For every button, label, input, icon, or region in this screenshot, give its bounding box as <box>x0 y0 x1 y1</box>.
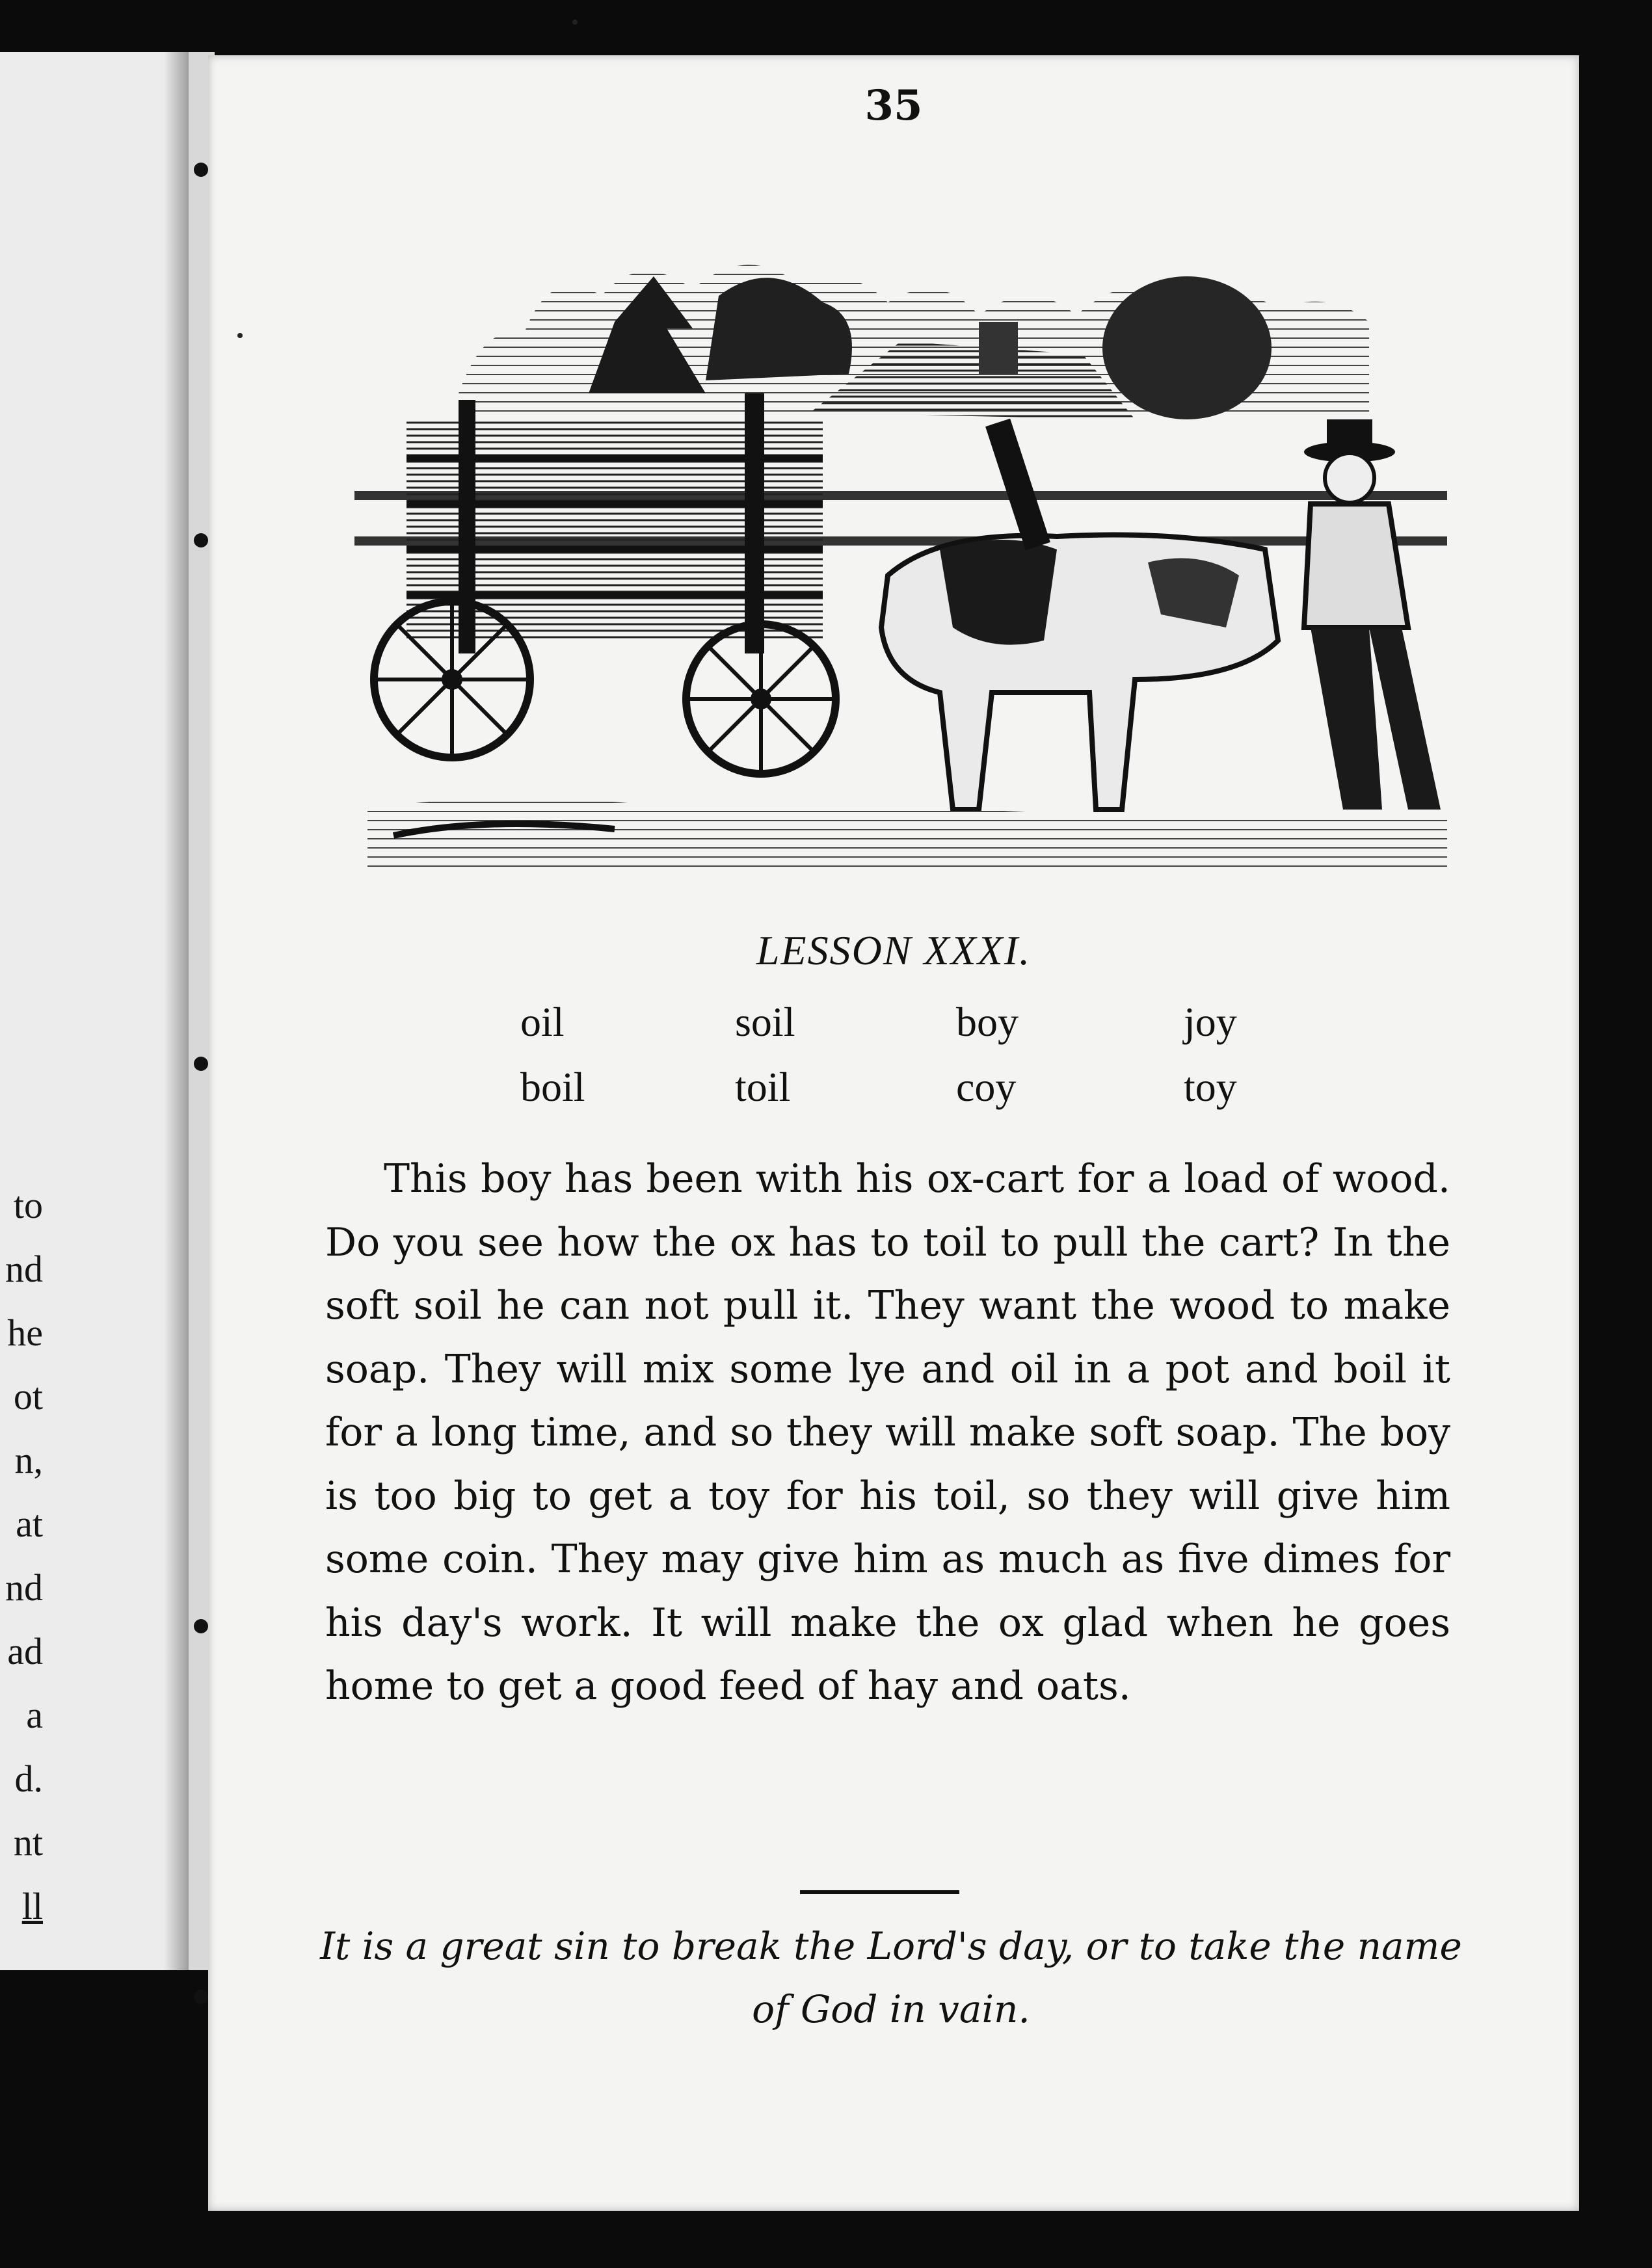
spelling-word: soil <box>735 999 795 1045</box>
scan-speck <box>572 20 578 25</box>
spelling-word: toil <box>735 1064 791 1110</box>
spelling-word: boy <box>956 999 1019 1045</box>
spelling-words <box>520 998 1431 1141</box>
tree-right <box>1102 276 1272 419</box>
left-page-line-fragment: d. <box>14 1758 43 1800</box>
left-page-line-fragment: at <box>16 1503 43 1545</box>
left-page-fragment <box>0 52 190 1970</box>
left-page-line-fragment: nd <box>5 1566 43 1609</box>
left-page-line-fragment: to <box>13 1184 43 1226</box>
scan-speck <box>237 333 243 338</box>
boy-figure <box>1304 419 1441 810</box>
spelling-word: toy <box>1184 1064 1237 1110</box>
chimney <box>979 322 1018 374</box>
left-page-line-fragment: he <box>7 1312 43 1354</box>
woodcut-illustration <box>354 224 1447 894</box>
spine-shadow <box>164 52 190 1970</box>
binding-thread <box>194 163 208 177</box>
left-page-line-fragment: n, <box>14 1439 43 1481</box>
spelling-word: boil <box>520 1064 585 1110</box>
spelling-word: coy <box>956 1064 1017 1110</box>
left-page-line-fragment: ot <box>13 1375 43 1418</box>
left-page-line-fragment: ll <box>21 1885 43 1927</box>
book-page <box>208 55 1579 2211</box>
lesson-paragraph: This boy has been with his ox-cart for a load of wood. Do you see how the ox has to toil to pull the cart? In the soft soil he can not pull it. They want the wood to make soap. They will mix some lye and oil in a pot and boil it for a long time, and so they will make soft soap. The boy is too big to get a toy for his toil, so they will give him some coin. They may give him as much as five dimes for his day's work. It will make the ox glad when he goes home to get a good feed of hay and oats. <box>325 1156 1450 1709</box>
lesson-title: LESSON XXXI. <box>756 927 1032 973</box>
spelling-word: joy <box>1184 999 1237 1045</box>
page-number: 35 <box>864 81 923 130</box>
cart-post <box>745 393 764 653</box>
left-page-line-fragment: nt <box>13 1821 43 1864</box>
spelling-word: oil <box>520 999 565 1045</box>
left-page-line-fragment: ad <box>7 1630 43 1672</box>
binding-thread <box>194 1619 208 1633</box>
binding-thread <box>194 1057 208 1071</box>
ground <box>367 798 1447 875</box>
binding-thread <box>194 1990 208 2004</box>
binding-thread <box>194 533 208 547</box>
moral-motto: It is a great sin to break the Lord's day, or to take the name of God in vain. <box>320 1924 1462 2031</box>
left-page-line-fragment: a <box>26 1694 43 1736</box>
cart-post <box>459 400 475 653</box>
cart-wheel-rear <box>374 601 530 758</box>
cart-wheel-front <box>686 624 836 774</box>
left-page-line-fragment: nd <box>5 1248 43 1290</box>
ox-yoke <box>985 419 1050 551</box>
ox <box>881 535 1278 810</box>
divider-rule <box>800 1890 959 1894</box>
